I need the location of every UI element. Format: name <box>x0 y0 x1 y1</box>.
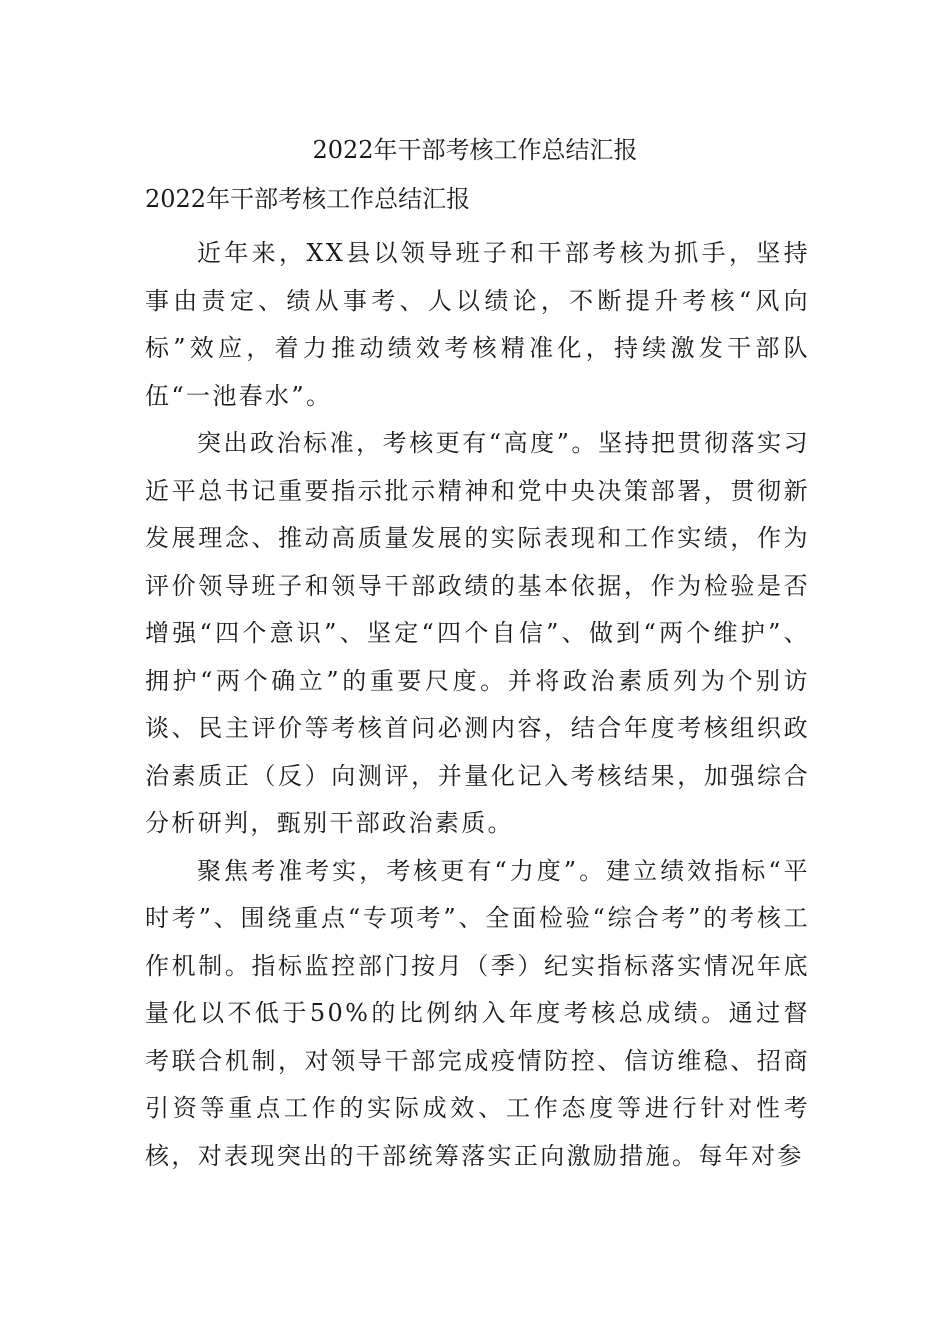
document-body <box>145 230 810 1180</box>
paragraph-political-standard: 突出政治标准，考核更有“高度”。坚持把贯彻落实习近平总书记重要指示批示精神和党中央决策部署，贯彻新发展理念、推动高质量发展的实际表现和工作实绩，作为评价领导班子和领导干部政绩的基本依据，作为检验是否增强“四个意识”、坚定“四个自信”、做到“两个维护”、拥护“两个确立”的重要尺度。并将政治素质列为个别访谈、民主评价等考核首问必测内容，结合年度考核组织政治素质正（反）向测评，并量化记入考核结果，加强综合分析研判，甄别干部政治素质。 <box>145 429 810 837</box>
paragraph-intro: 近年来，XX县以领导班子和干部考核为抓手，坚持事由责定、绩从事考、人以绩论，不断提升考核“风向标”效应，着力推动绩效考核精准化，持续激发干部队伍“一池春水”。 <box>145 239 810 410</box>
document-title: 2022年干部考核工作总结汇报 <box>312 136 638 164</box>
document-subtitle: 2022年干部考核工作总结汇报 <box>145 185 471 213</box>
paragraph-assessment-strength: 聚焦考准考实，考核更有“力度”。建立绩效指标“平时考”、围绕重点“专项考”、全面检验“综合考”的考核工作机制。指标监控部门按月（季）纪实指标落实情况年底量化以不低于50%的比例纳入年度考核总成绩。通过督考联合机制，对领导干部完成疫情防控、信访维稳、招商引资等重点工作的实际成效、工作态度等进行针对性考核，对表现突出的干部统筹落实正向激励措施。每年对参 <box>145 856 810 1170</box>
